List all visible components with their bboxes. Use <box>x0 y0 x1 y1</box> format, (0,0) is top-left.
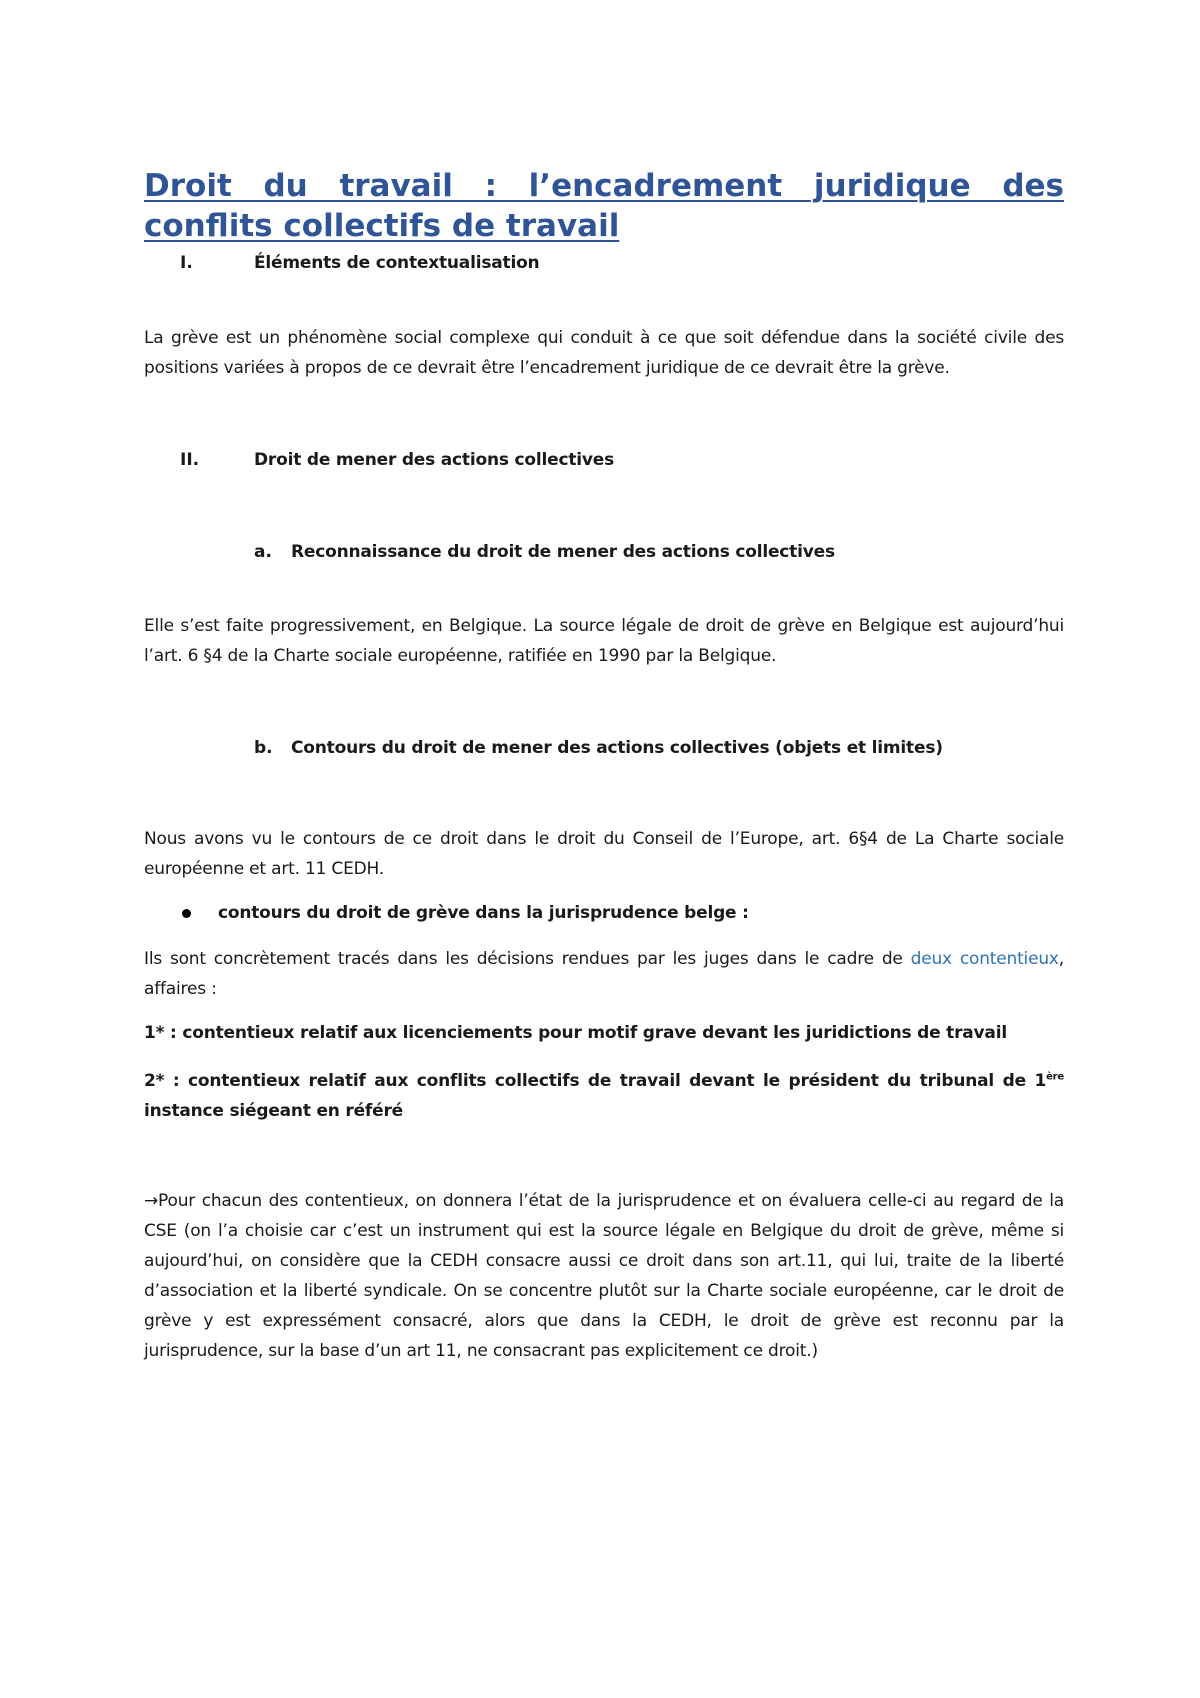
subsection-a-letter: a. <box>254 542 272 562</box>
subsection-a-paragraph: Elle s’est faite progressivement, en Belgique. La source légale de droit de grève en Belgique est aujourd’hui l’art. 6 §4 de la Charte sociale européenne, ratifiée en 1990 par la Belgique. <box>144 616 1064 666</box>
bullet-paragraph <box>144 944 1064 1004</box>
subsection-a-heading: Reconnaissance du droit de mener des actions collectives <box>291 542 835 562</box>
bullet-icon <box>182 909 191 918</box>
item-2-end: instance siégeant en référé <box>144 1101 403 1121</box>
item-2-text: 2* : contentieux relatif aux conflits collectifs de travail devant le président du tribunal de 1 <box>144 1071 1047 1091</box>
arrow-icon: → <box>144 1191 159 1211</box>
section-1-paragraph: La grève est un phénomène social complexe qui conduit à ce que soit défendue dans la société civile des positions variées à propos de ce devrait être l’encadrement juridique de ce devrait être la grève. <box>144 328 1064 378</box>
subsection-b-heading: Contours du droit de mener des actions collectives (objets et limites) <box>291 738 943 758</box>
bullet-heading: contours du droit de grève dans la jurisprudence belge : <box>218 903 749 923</box>
final-paragraph-text: Pour chacun des contentieux, on donnera l’état de la jurisprudence et on évaluera celle-ci au regard de la CSE (on l’a choisie car c’est un instrument qui est la source légale en Belgique du droit de grève, même si aujourd’hui, on considère que la CEDH consacre aussi ce droit dans son art.11, qui lui, traite de la liberté d’association et la liberté syndicale. On se concentre plutôt sur la Charte sociale européenne, car le droit de grève y est expressément consacré, alors que dans la CEDH, le droit de grève est reconnu par la jurisprudence, sur la base d’un art 11, ne consacrant pas explicitement ce droit.) <box>144 1191 1064 1361</box>
section-2-number: II. <box>180 450 200 470</box>
section-2-heading: Droit de mener des actions collectives <box>254 450 615 470</box>
contentieux-item-2 <box>144 1066 1064 1126</box>
title-line-2: conflits collectifs de travail <box>144 208 620 244</box>
subsection-b-letter: b. <box>254 738 273 758</box>
item-2-superscript: ère <box>1046 1071 1064 1083</box>
title-line-1: Droit du travail : l’encadrement juridique des <box>144 168 1064 204</box>
final-paragraph <box>144 1186 1064 1366</box>
subsection-b-paragraph: Nous avons vu le contours de ce droit dans le droit du Conseil de l’Europe, art. 6§4 de La Charte sociale européenne et art. 11 CEDH. <box>144 829 1064 879</box>
section-1-heading: Éléments de contextualisation <box>254 253 540 273</box>
document-title <box>144 166 1064 246</box>
contentieux-item-1: 1* : contentieux relatif aux licenciements pour motif grave devant les juridictions de travail <box>144 1023 1007 1043</box>
bullet-paragraph-start: Ils sont concrètement tracés dans les décisions rendues par les juges dans le cadre de <box>144 949 903 969</box>
deux-contentieux-link[interactable]: deux contentieux <box>910 949 1059 969</box>
section-1-number: I. <box>180 253 193 273</box>
bullet-paragraph-end: , affaires : <box>144 949 1064 999</box>
